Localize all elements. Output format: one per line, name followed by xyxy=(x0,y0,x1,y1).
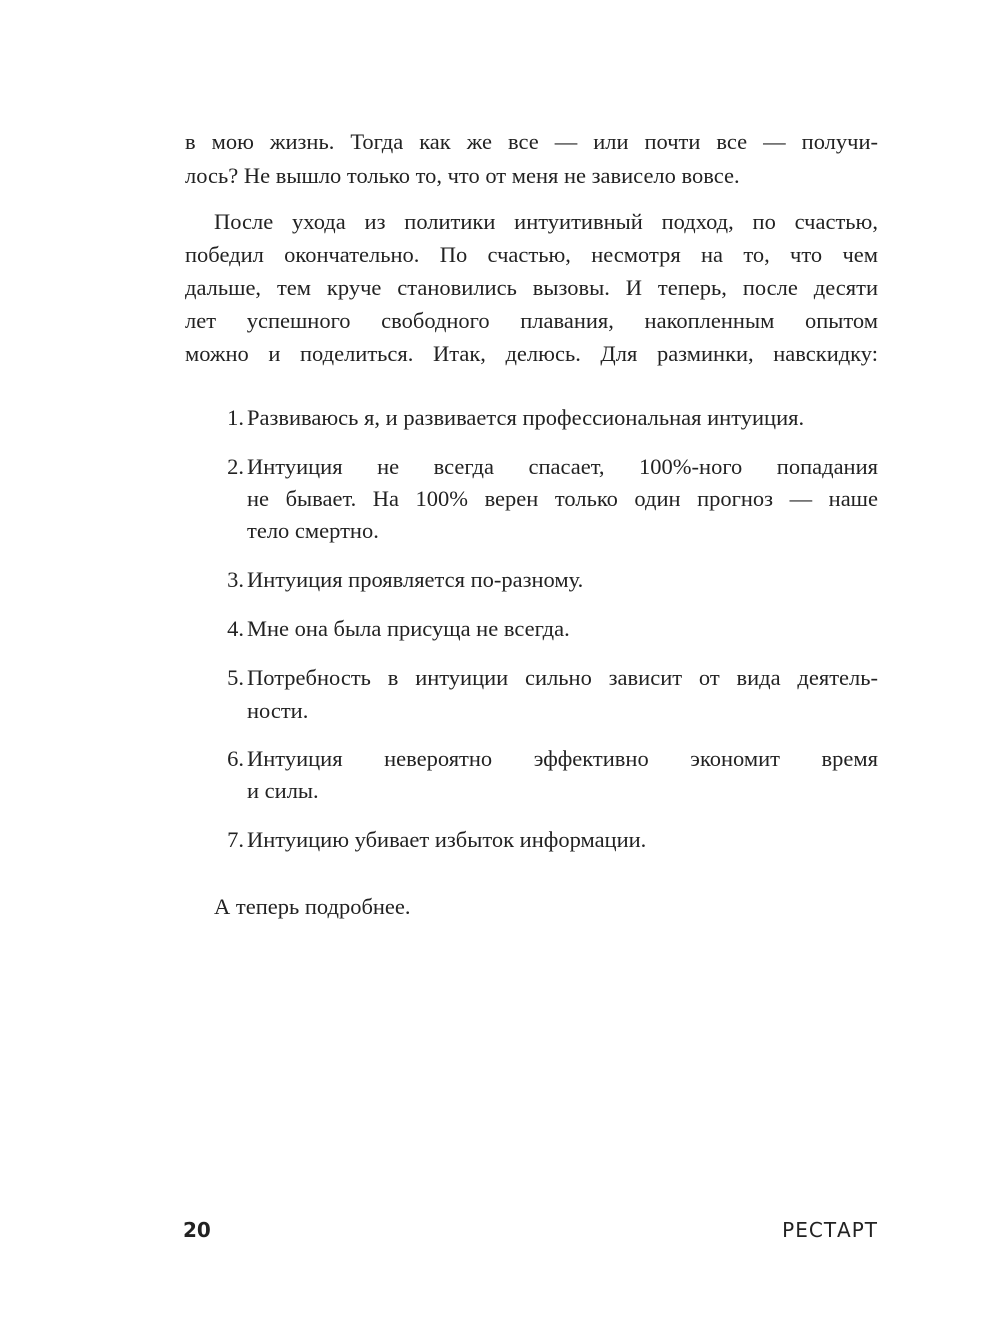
page-number: 20 xyxy=(183,1218,211,1242)
list-item: Мне она была присуща не всегда. xyxy=(247,616,570,641)
text-line: лось? Не вышло только то, что от меня не зависело вовсе. xyxy=(185,163,740,188)
list-number: 6. xyxy=(227,746,244,771)
text-line: лет успешного свободного плавания, накопленным опытом xyxy=(185,308,878,333)
running-title: РЕСТАРТ xyxy=(782,1218,878,1242)
list-item: Потребность в интуиции сильно зависит от вида деятель- xyxy=(247,665,878,690)
list-item: Интуиция проявляется по-разному. xyxy=(247,567,584,592)
list-item: и силы. xyxy=(247,778,319,803)
text-line: в мою жизнь. Тогда как же все — или почти все — получи- xyxy=(185,129,878,154)
list-number: 7. xyxy=(227,827,244,852)
list-item: не бывает. На 100% верен только один прогноз — наше xyxy=(247,486,878,511)
text-line: дальше, тем круче становились вызовы. И теперь, после десяти xyxy=(185,275,878,300)
list-item: ности. xyxy=(247,698,309,723)
list-number: 5. xyxy=(227,665,244,690)
list-item: Интуицию убивает избыток информации. xyxy=(247,827,647,852)
list-number: 1. xyxy=(227,405,244,430)
text-line: победил окончательно. По счастью, несмотря на то, что чем xyxy=(185,242,878,267)
list-number: 2. xyxy=(227,454,244,479)
list-item: Интуиция не всегда спасает, 100%-ного попадания xyxy=(247,454,878,479)
closing-line: А теперь подробнее. xyxy=(214,894,411,919)
list-number: 4. xyxy=(227,616,244,641)
text-line: После ухода из политики интуитивный подход, по счастью, xyxy=(214,209,878,234)
list-item: Развиваюсь я, и развивается профессиональная интуиция. xyxy=(247,405,805,430)
list-number: 3. xyxy=(227,567,244,592)
list-item: тело смертно. xyxy=(247,518,379,543)
list-item: Интуиция невероятно эффективно экономит время xyxy=(247,746,878,771)
text-line: можно и поделиться. Итак, делюсь. Для разминки, навскидку: xyxy=(185,341,878,366)
